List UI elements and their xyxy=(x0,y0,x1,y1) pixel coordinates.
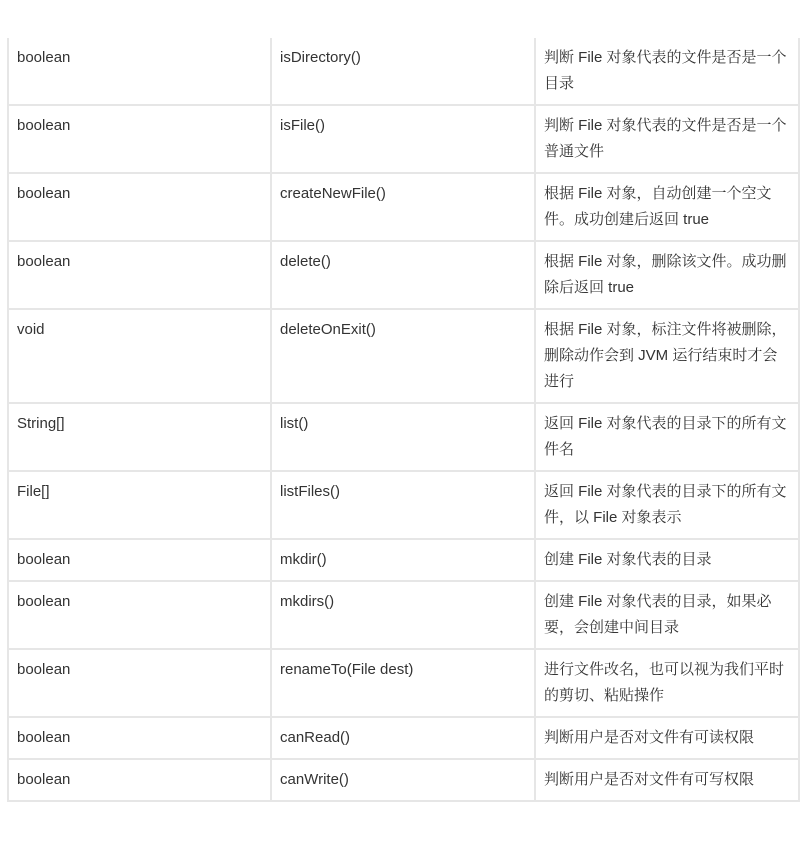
table-row xyxy=(8,173,799,241)
method-cell: createNewFile() xyxy=(271,173,535,241)
method-cell: mkdir() xyxy=(271,539,535,581)
file-methods-table xyxy=(7,38,794,802)
method-cell: renameTo(File dest) xyxy=(271,649,535,717)
return-type-cell: boolean xyxy=(8,759,271,801)
table-body xyxy=(8,38,799,801)
description-cell: 返回 File 对象代表的目录下的所有文件名 xyxy=(535,403,799,471)
return-type-cell: boolean xyxy=(8,581,271,649)
return-type-cell: boolean xyxy=(8,173,271,241)
table-row xyxy=(8,759,799,801)
return-type-cell: File[] xyxy=(8,471,271,539)
method-cell: canWrite() xyxy=(271,759,535,801)
method-cell: canRead() xyxy=(271,717,535,759)
table-row xyxy=(8,403,799,471)
description-cell: 判断用户是否对文件有可写权限 xyxy=(535,759,799,801)
table-row xyxy=(8,649,799,717)
return-type-cell: boolean xyxy=(8,539,271,581)
method-cell: list() xyxy=(271,403,535,471)
description-cell: 根据 File 对象，删除该文件。成功删除后返回 true xyxy=(535,241,799,309)
table-row xyxy=(8,539,799,581)
method-cell: mkdirs() xyxy=(271,581,535,649)
return-type-cell: boolean xyxy=(8,649,271,717)
method-cell: isFile() xyxy=(271,105,535,173)
table-row xyxy=(8,38,799,105)
method-cell: isDirectory() xyxy=(271,38,535,105)
table-row xyxy=(8,309,799,403)
description-cell: 创建 File 对象代表的目录 xyxy=(535,539,799,581)
description-cell: 判断 File 对象代表的文件是否是一个普通文件 xyxy=(535,105,799,173)
table-row xyxy=(8,241,799,309)
method-cell: deleteOnExit() xyxy=(271,309,535,403)
return-type-cell: void xyxy=(8,309,271,403)
return-type-cell: String[] xyxy=(8,403,271,471)
description-cell: 返回 File 对象代表的目录下的所有文件，以 File 对象表示 xyxy=(535,471,799,539)
return-type-cell: boolean xyxy=(8,717,271,759)
return-type-cell: boolean xyxy=(8,241,271,309)
description-cell: 判断用户是否对文件有可读权限 xyxy=(535,717,799,759)
description-cell: 创建 File 对象代表的目录，如果必要，会创建中间目录 xyxy=(535,581,799,649)
return-type-cell: boolean xyxy=(8,105,271,173)
method-cell: listFiles() xyxy=(271,471,535,539)
description-cell: 根据 File 对象，自动创建一个空文件。成功创建后返回 true xyxy=(535,173,799,241)
methods-table xyxy=(7,38,800,802)
description-cell: 根据 File 对象，标注文件将被删除，删除动作会到 JVM 运行结束时才会进行 xyxy=(535,309,799,403)
description-cell: 判断 File 对象代表的文件是否是一个目录 xyxy=(535,38,799,105)
table-row xyxy=(8,717,799,759)
table-row xyxy=(8,105,799,173)
table-row xyxy=(8,581,799,649)
table-row xyxy=(8,471,799,539)
description-cell: 进行文件改名，也可以视为我们平时的剪切、粘贴操作 xyxy=(535,649,799,717)
return-type-cell: boolean xyxy=(8,38,271,105)
method-cell: delete() xyxy=(271,241,535,309)
